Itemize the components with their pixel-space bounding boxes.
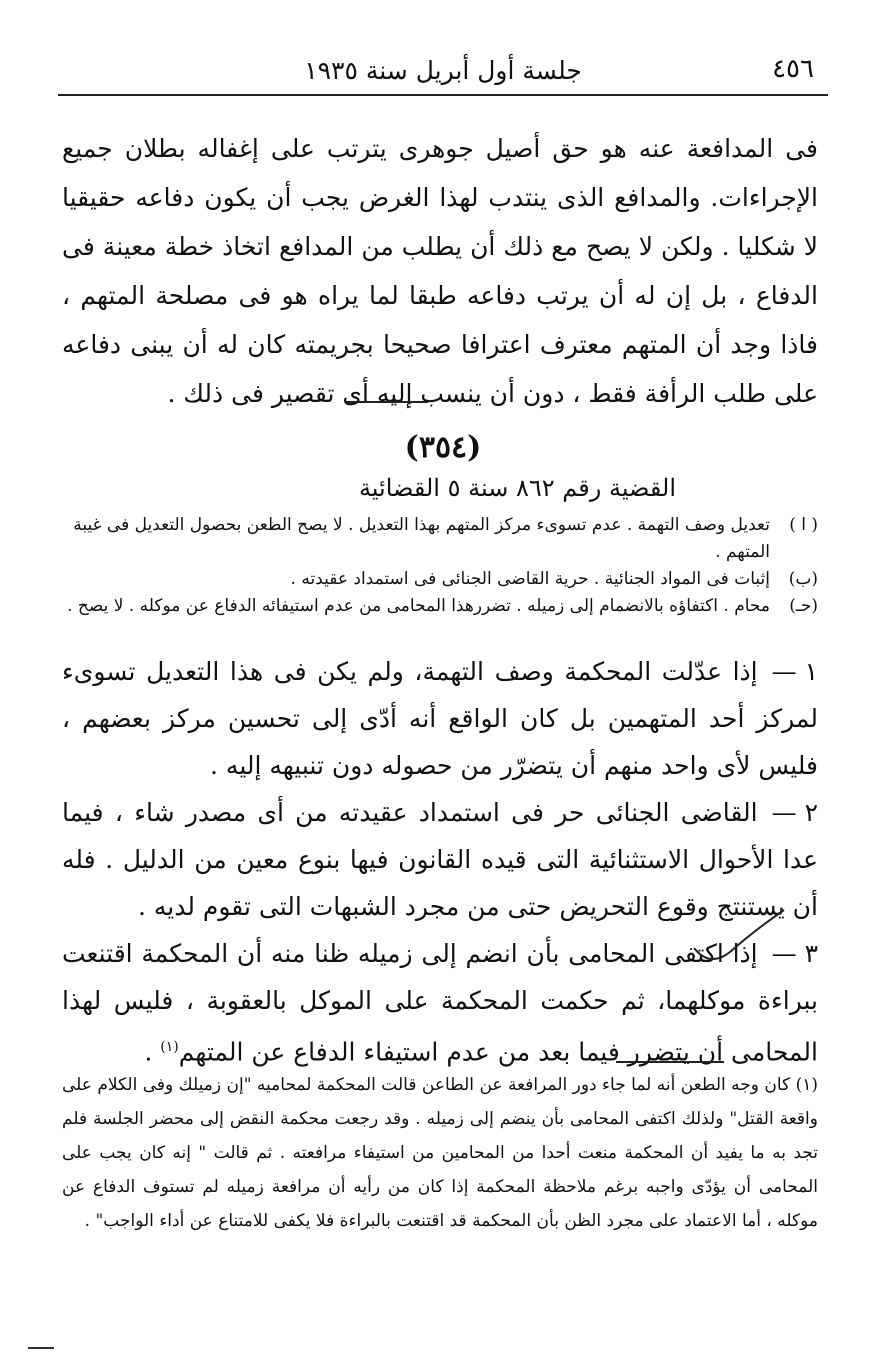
- holding-number: ١ —: [771, 657, 818, 686]
- case-title: القضية رقم ٨٦٢ سنة ٥ القضائية: [358, 474, 676, 502]
- handwritten-margin-stroke: [690, 900, 790, 970]
- summary-marker: (ب): [788, 569, 818, 589]
- header-rule: [58, 94, 828, 96]
- case-summary-list: [62, 512, 818, 620]
- holding-paragraph: [62, 648, 818, 789]
- summary-item: [62, 512, 818, 566]
- scan-edge-mark: [28, 1347, 54, 1349]
- holding-text: القاضى الجنائى حر فى استمداد عقيدته من أى مصدر شاء ، فيما عدا الأحوال الاستثنائية التى قيده القانون فيها بنوع معين من الدليل . فله أن يستنتج وقوع التحريض حتى من مجرد الشبهات التى تقوم لديه .: [62, 798, 818, 921]
- holding-text: إذا عدّلت المحكمة وصف التهمة، ولم يكن فى هذا التعديل تسوىء لمركز أحد المتهمين بل كان الواقع أنه أدّى إلى تحسين مركز بعضهم ، فليس لأى واحد منهم أن يتضرّر من حصوله دون تنبيهه إليه .: [62, 657, 818, 780]
- holding-ending: .: [144, 1037, 161, 1067]
- footnote-marker: (١): [795, 1075, 818, 1095]
- case-number: (٣٥٤): [404, 430, 482, 465]
- holding-number: ٢ —: [771, 798, 818, 827]
- summary-marker: ( ا ): [789, 515, 818, 535]
- page-number: ٤٥٦: [772, 54, 814, 84]
- summary-item: [62, 566, 818, 593]
- holding-number: ٣ —: [771, 939, 818, 968]
- footnote: [62, 1068, 818, 1238]
- running-head: جلسة أول أبريل سنة ١٩٣٥: [304, 56, 582, 85]
- footnote-separator: [616, 1061, 724, 1063]
- summary-text: محام . اكتفاؤه بالانضمام إلى زميله . تضررهذا المحامى من عدم استيفائه الدفاع عن موكله . لا يصح .: [67, 596, 770, 616]
- summary-text: تعديل وصف التهمة . عدم تسوىء مركز المتهم بهذا التعديل . لا يصح الطعن بحصول التعديل فى غيبة المتهم .: [73, 515, 770, 562]
- section-divider: [346, 401, 428, 403]
- page-header: [60, 52, 826, 92]
- summary-item: [62, 593, 818, 620]
- summary-text: إثبات فى المواد الجنائية . حرية القاضى الجنائى فى استمداد عقيدته .: [290, 569, 770, 589]
- footnote-reference[interactable]: (١): [160, 1039, 179, 1055]
- summary-marker: (حـ): [789, 596, 818, 616]
- holding-text: إذا اكتفى المحامى بأن انضم إلى زميله ظنا منه أن المحكمة اقتنعت ببراءة موكلهما، ثم حكمت المحكمة على الموكل بالعقوبة ، فليس لهذا المحامى أن يتضرر فيما بعد من عدم استيفاء الدفاع عن المتهم: [62, 939, 818, 1067]
- footnote-text: كان وجه الطعن أنه لما جاء دور المرافعة عن الطاعن قالت المحكمة لمحاميه "إن زميلك وفى الكلام على واقعة القتل" ولذلك اكتفى المحامى بأن ينضم إلى زميله . وقد رجعت محكمة النقض إلى محضر الجلسة فلم تجد به ما يفيد أن المحكمة منعت أحدا من المحامين من استيفاء مرافعته . ثم قالت " إنه كان يجب على المحامى أن يؤدّى واجبه برغم ملاحظة المحكمة إذا كان من رأيه أن مرافعة زميله لم تستوف الدفاع عن موكله ، أما الاعتماد على مجرد الظن بأن المحكمة قد اقتنعت بالبراءة فلا يكفى للامتناع عن أداء الواجب" .: [62, 1075, 818, 1231]
- body-paragraph: فى المدافعة عنه هو حق أصيل جوهرى يترتب على إغفاله بطلان جميع الإجراءات. والمدافع الذى ينتدب لهذا الغرض يجب أن يكون دفاعه حقيقيا لا شكليا . ولكن لا يصح مع ذلك أن يطلب من المدافع اتخاذ خطة معينة فى الدفاع ، بل إن له أن يرتب دفاعه طبقا لما يراه هو فى مصلحة المتهم ، فاذا وجد أن المتهم معترف اعترافا صحيحا بجريمته كان له أن يبنى دفاعه على طلب الرأفة فقط ، دون أن ينسب إليه أى تقصير فى ذلك .: [62, 134, 818, 408]
- case-holdings: [62, 648, 818, 1075]
